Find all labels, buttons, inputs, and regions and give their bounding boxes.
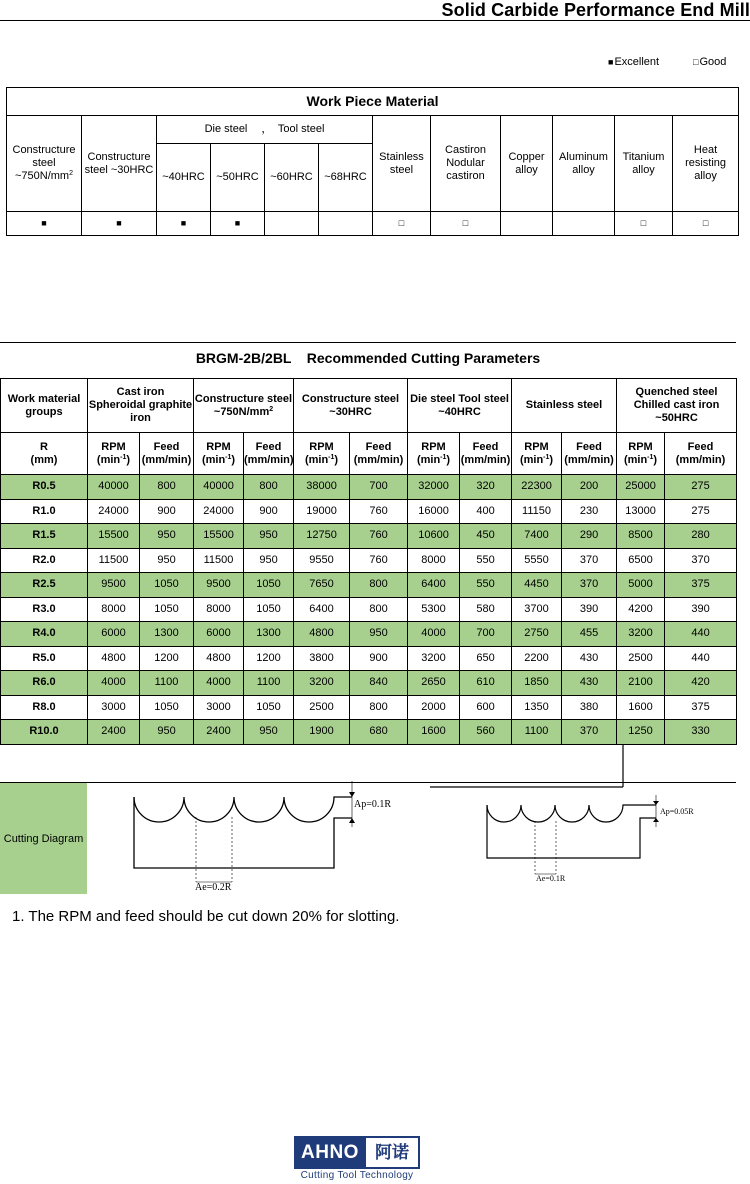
rpm-cell: 9550 — [294, 548, 350, 573]
hdr-die-steel: Die steel Tool steel ~40HRC — [408, 379, 512, 433]
table-row — [1, 695, 737, 720]
rpm-cell: 6400 — [408, 573, 460, 598]
radius-cell: R8.0 — [1, 695, 88, 720]
cutting-parameters-table — [0, 378, 737, 745]
feed-cell: 375 — [665, 695, 737, 720]
radius-cell: R6.0 — [1, 671, 88, 696]
col-construct-30: Constructure steel ~30HRC — [82, 116, 157, 212]
table-row — [1, 524, 737, 549]
table-row — [1, 548, 737, 573]
col-copper: Copper alloy — [501, 116, 553, 212]
right-diagram — [487, 795, 659, 874]
rpm-cell: 8000 — [194, 597, 244, 622]
feed-cell: 1200 — [140, 646, 194, 671]
col-heat-resisting: Heat resisting alloy — [673, 116, 739, 212]
rpm-cell: 25000 — [617, 475, 665, 500]
slotting-note: 1. The RPM and feed should be cut down 20% for slotting. — [12, 908, 400, 925]
feed-cell: 1050 — [140, 695, 194, 720]
rpm-cell: 2400 — [88, 720, 140, 745]
rpm-cell: 5300 — [408, 597, 460, 622]
feed-cell: 290 — [562, 524, 617, 549]
suitability-row — [7, 212, 739, 236]
feed-cell: 700 — [460, 622, 512, 647]
table-row — [1, 671, 737, 696]
suitability-mark — [501, 212, 553, 236]
col-castiron: Castiron Nodular castiron — [431, 116, 501, 212]
suitability-mark: ■ — [211, 212, 265, 236]
feed-cell: 600 — [460, 695, 512, 720]
feed-cell: 450 — [460, 524, 512, 549]
hdr-rpm: RPM $(\min^{-1})$ — [617, 433, 665, 475]
hdr-stainless: Stainless steel — [512, 379, 617, 433]
hdr-rpm: RPM $(\min^{-1})$ — [294, 433, 350, 475]
rpm-cell: 24000 — [88, 499, 140, 524]
feed-cell: 760 — [350, 548, 408, 573]
rpm-cell: 11150 — [512, 499, 562, 524]
rpm-cell: 15500 — [194, 524, 244, 549]
feed-cell: 900 — [350, 646, 408, 671]
feed-cell: 840 — [350, 671, 408, 696]
rpm-cell: 40000 — [194, 475, 244, 500]
feed-cell: 950 — [140, 524, 194, 549]
table-row — [1, 597, 737, 622]
feed-cell: 800 — [244, 475, 294, 500]
cutting-diagram-label: Cutting Diagram — [0, 783, 87, 894]
feed-cell: 1050 — [244, 597, 294, 622]
hdr-quenched: Quenched steel Chilled cast iron ~50HRC — [617, 379, 737, 433]
rpm-cell: 7400 — [512, 524, 562, 549]
hdr-rpm: RPM $(\min^{-1})$ — [408, 433, 460, 475]
col-stainless: Stainless steel — [373, 116, 431, 212]
feed-cell: 370 — [562, 573, 617, 598]
col-titanium: Titanium alloy — [615, 116, 673, 212]
rpm-cell: 1250 — [617, 720, 665, 745]
rpm-cell: 24000 — [194, 499, 244, 524]
radius-cell: R3.0 — [1, 597, 88, 622]
hdr-rpm: RPM $(\min^{-1})$ — [194, 433, 244, 475]
radius-cell: R2.0 — [1, 548, 88, 573]
rpm-cell: 22300 — [512, 475, 562, 500]
col-aluminum: Aluminum alloy — [553, 116, 615, 212]
feed-cell: 610 — [460, 671, 512, 696]
feed-cell: 390 — [562, 597, 617, 622]
feed-cell: 800 — [350, 695, 408, 720]
suitability-mark: ■ — [7, 212, 82, 236]
feed-cell: 230 — [562, 499, 617, 524]
suitability-mark: ■ — [82, 212, 157, 236]
rpm-cell: 2500 — [294, 695, 350, 720]
radius-cell: R1.0 — [1, 499, 88, 524]
hdr-rpm: RPM $(\min^{-1})$ — [512, 433, 562, 475]
rpm-cell: 10600 — [408, 524, 460, 549]
feed-cell: 900 — [140, 499, 194, 524]
rpm-cell: 9500 — [194, 573, 244, 598]
rpm-cell: 5000 — [617, 573, 665, 598]
rpm-cell: 2100 — [617, 671, 665, 696]
hdr-cast-iron: Cast iron Spheroidal graphite iron — [88, 379, 194, 433]
hdr-work-material-groups: Work material groups — [1, 379, 88, 433]
radius-cell: R10.0 — [1, 720, 88, 745]
hdr-feed: Feed (mm/min) — [665, 433, 737, 475]
rpm-cell: 1350 — [512, 695, 562, 720]
radius-cell: R1.5 — [1, 524, 88, 549]
feed-cell: 1050 — [244, 695, 294, 720]
rpm-cell: 19000 — [294, 499, 350, 524]
legend-good: □Good — [693, 56, 727, 68]
feed-cell: 550 — [460, 548, 512, 573]
feed-cell: 330 — [665, 720, 737, 745]
col-construct-750: Constructure steel $\sim 750N/mm^2$ — [7, 116, 82, 212]
feed-cell: 375 — [665, 573, 737, 598]
rpm-cell: 4800 — [88, 646, 140, 671]
suitability-mark — [553, 212, 615, 236]
rpm-cell: 8000 — [408, 548, 460, 573]
filled-square-icon: ■ — [608, 57, 614, 67]
feed-cell: 1100 — [140, 671, 194, 696]
header-rule — [0, 20, 750, 21]
params-table-title: BRGM-2B/2BL Recommended Cutting Parameters — [195, 350, 541, 366]
cutting-diagram — [0, 745, 750, 905]
rpm-cell: 2500 — [617, 646, 665, 671]
col-40hrc: ~40HRC — [157, 144, 211, 212]
feed-cell: 370 — [665, 548, 737, 573]
rpm-cell: 4200 — [617, 597, 665, 622]
die-tool-steel-group: Die steel ， Tool steel — [157, 116, 373, 144]
suitability-mark: ■ — [157, 212, 211, 236]
table-row — [1, 646, 737, 671]
feed-cell: 430 — [562, 646, 617, 671]
col-68hrc: ~68HRC — [319, 144, 373, 212]
rpm-cell: 7650 — [294, 573, 350, 598]
legend-excellent: ■Excellent — [608, 56, 660, 68]
hdr-construct-30: Constructure steel ~30HRC — [294, 379, 408, 433]
rpm-cell: 11500 — [88, 548, 140, 573]
radius-cell: R0.5 — [1, 475, 88, 500]
feed-cell: 760 — [350, 499, 408, 524]
logo-tagline: Cutting Tool Technology — [300, 1170, 414, 1181]
material-table-title: Work Piece Material — [7, 88, 739, 116]
table-row — [1, 573, 737, 598]
suitability-mark: □ — [673, 212, 739, 236]
page-header-title: Solid Carbide Performance End Mill — [441, 0, 750, 20]
col-60hrc: ~60HRC — [265, 144, 319, 212]
suitability-mark — [265, 212, 319, 236]
feed-cell: 275 — [665, 475, 737, 500]
feed-cell: 580 — [460, 597, 512, 622]
rpm-cell: 3000 — [88, 695, 140, 720]
hdr-feed: Feed (mm/min) — [244, 433, 294, 475]
rpm-cell: 4450 — [512, 573, 562, 598]
rpm-cell: 4800 — [294, 622, 350, 647]
feed-cell: 1050 — [140, 573, 194, 598]
logo-en: AHNO — [294, 1136, 366, 1169]
feed-cell: 800 — [140, 475, 194, 500]
feed-cell: 320 — [460, 475, 512, 500]
feed-cell: 1100 — [244, 671, 294, 696]
rpm-cell: 2750 — [512, 622, 562, 647]
rpm-cell: 3200 — [408, 646, 460, 671]
rpm-cell: 1600 — [617, 695, 665, 720]
feed-cell: 1200 — [244, 646, 294, 671]
rpm-cell: 6500 — [617, 548, 665, 573]
feed-cell: 900 — [244, 499, 294, 524]
left-ap-label: Ap=0.1R — [354, 799, 392, 810]
feed-cell: 760 — [350, 524, 408, 549]
feed-cell: 1300 — [140, 622, 194, 647]
rpm-cell: 3200 — [617, 622, 665, 647]
rpm-cell: 40000 — [88, 475, 140, 500]
rpm-cell: 4000 — [408, 622, 460, 647]
suitability-mark: □ — [373, 212, 431, 236]
right-ap-label: Ap=0.05R — [660, 807, 694, 816]
feed-cell: 950 — [350, 622, 408, 647]
feed-cell: 455 — [562, 622, 617, 647]
work-piece-material-table — [6, 87, 739, 236]
feed-cell: 950 — [244, 548, 294, 573]
feed-cell: 400 — [460, 499, 512, 524]
feed-cell: 800 — [350, 573, 408, 598]
rpm-cell: 2650 — [408, 671, 460, 696]
rpm-cell: 3700 — [512, 597, 562, 622]
rpm-cell: 3800 — [294, 646, 350, 671]
rpm-cell: 9500 — [88, 573, 140, 598]
suitability-mark: □ — [431, 212, 501, 236]
feed-cell: 800 — [350, 597, 408, 622]
suitability-mark — [319, 212, 373, 236]
rpm-cell: 6400 — [294, 597, 350, 622]
rpm-cell: 5550 — [512, 548, 562, 573]
right-ae-label: Ae=0.1R — [536, 874, 566, 883]
rpm-cell: 8500 — [617, 524, 665, 549]
rpm-cell: 1100 — [512, 720, 562, 745]
rpm-cell: 6000 — [194, 622, 244, 647]
rpm-cell: 1850 — [512, 671, 562, 696]
rpm-cell: 6000 — [88, 622, 140, 647]
radius-cell: R4.0 — [1, 622, 88, 647]
rpm-cell: 3000 — [194, 695, 244, 720]
hdr-construct-750: Constructure steel $\sim 750N/mm^2$ — [194, 379, 294, 433]
feed-cell: 275 — [665, 499, 737, 524]
rpm-cell: 32000 — [408, 475, 460, 500]
rpm-cell: 16000 — [408, 499, 460, 524]
feed-cell: 380 — [562, 695, 617, 720]
rpm-cell: 15500 — [88, 524, 140, 549]
table-row — [1, 475, 737, 500]
radius-cell: R2.5 — [1, 573, 88, 598]
logo-cn: 阿诺 — [366, 1136, 420, 1169]
feed-cell: 440 — [665, 622, 737, 647]
rpm-cell: 4000 — [194, 671, 244, 696]
feed-cell: 420 — [665, 671, 737, 696]
feed-cell: 370 — [562, 548, 617, 573]
table-row — [1, 720, 737, 745]
feed-cell: 280 — [665, 524, 737, 549]
left-diagram — [134, 781, 355, 882]
rpm-cell: 13000 — [617, 499, 665, 524]
feed-cell: 950 — [140, 720, 194, 745]
rpm-cell: 2000 — [408, 695, 460, 720]
brand-logo — [294, 1136, 420, 1181]
empty-square-icon: □ — [693, 57, 699, 67]
rpm-cell: 4000 — [88, 671, 140, 696]
rpm-cell: 4800 — [194, 646, 244, 671]
rpm-cell: 38000 — [294, 475, 350, 500]
rpm-cell: 3200 — [294, 671, 350, 696]
section-rule — [0, 342, 736, 343]
feed-cell: 680 — [350, 720, 408, 745]
table-row — [1, 499, 737, 524]
rpm-cell: 12750 — [294, 524, 350, 549]
feed-cell: 1050 — [140, 597, 194, 622]
feed-cell: 550 — [460, 573, 512, 598]
radius-cell: R5.0 — [1, 646, 88, 671]
feed-cell: 650 — [460, 646, 512, 671]
rpm-cell: 2400 — [194, 720, 244, 745]
rpm-cell: 1900 — [294, 720, 350, 745]
col-50hrc: ~50HRC — [211, 144, 265, 212]
hdr-rpm: RPM $(\min^{-1})$ — [88, 433, 140, 475]
rpm-cell: 8000 — [88, 597, 140, 622]
hdr-feed: Feed (mm/min) — [140, 433, 194, 475]
feed-cell: 950 — [244, 720, 294, 745]
rpm-cell: 2200 — [512, 646, 562, 671]
feed-cell: 430 — [562, 671, 617, 696]
feed-cell: 950 — [244, 524, 294, 549]
hdr-feed: Feed (mm/min) — [562, 433, 617, 475]
hdr-feed: Feed (mm/min) — [460, 433, 512, 475]
hdr-feed: Feed (mm/min) — [350, 433, 408, 475]
table-row — [1, 622, 737, 647]
feed-cell: 950 — [140, 548, 194, 573]
left-ae-label: Ae=0.2R — [195, 882, 232, 893]
feed-cell: 370 — [562, 720, 617, 745]
feed-cell: 440 — [665, 646, 737, 671]
feed-cell: 700 — [350, 475, 408, 500]
feed-cell: 1050 — [244, 573, 294, 598]
feed-cell: 200 — [562, 475, 617, 500]
feed-cell: 1300 — [244, 622, 294, 647]
feed-cell: 560 — [460, 720, 512, 745]
rpm-cell: 1600 — [408, 720, 460, 745]
rpm-cell: 11500 — [194, 548, 244, 573]
feed-cell: 390 — [665, 597, 737, 622]
suitability-mark: □ — [615, 212, 673, 236]
hdr-r-mm: R (mm) — [1, 433, 88, 475]
